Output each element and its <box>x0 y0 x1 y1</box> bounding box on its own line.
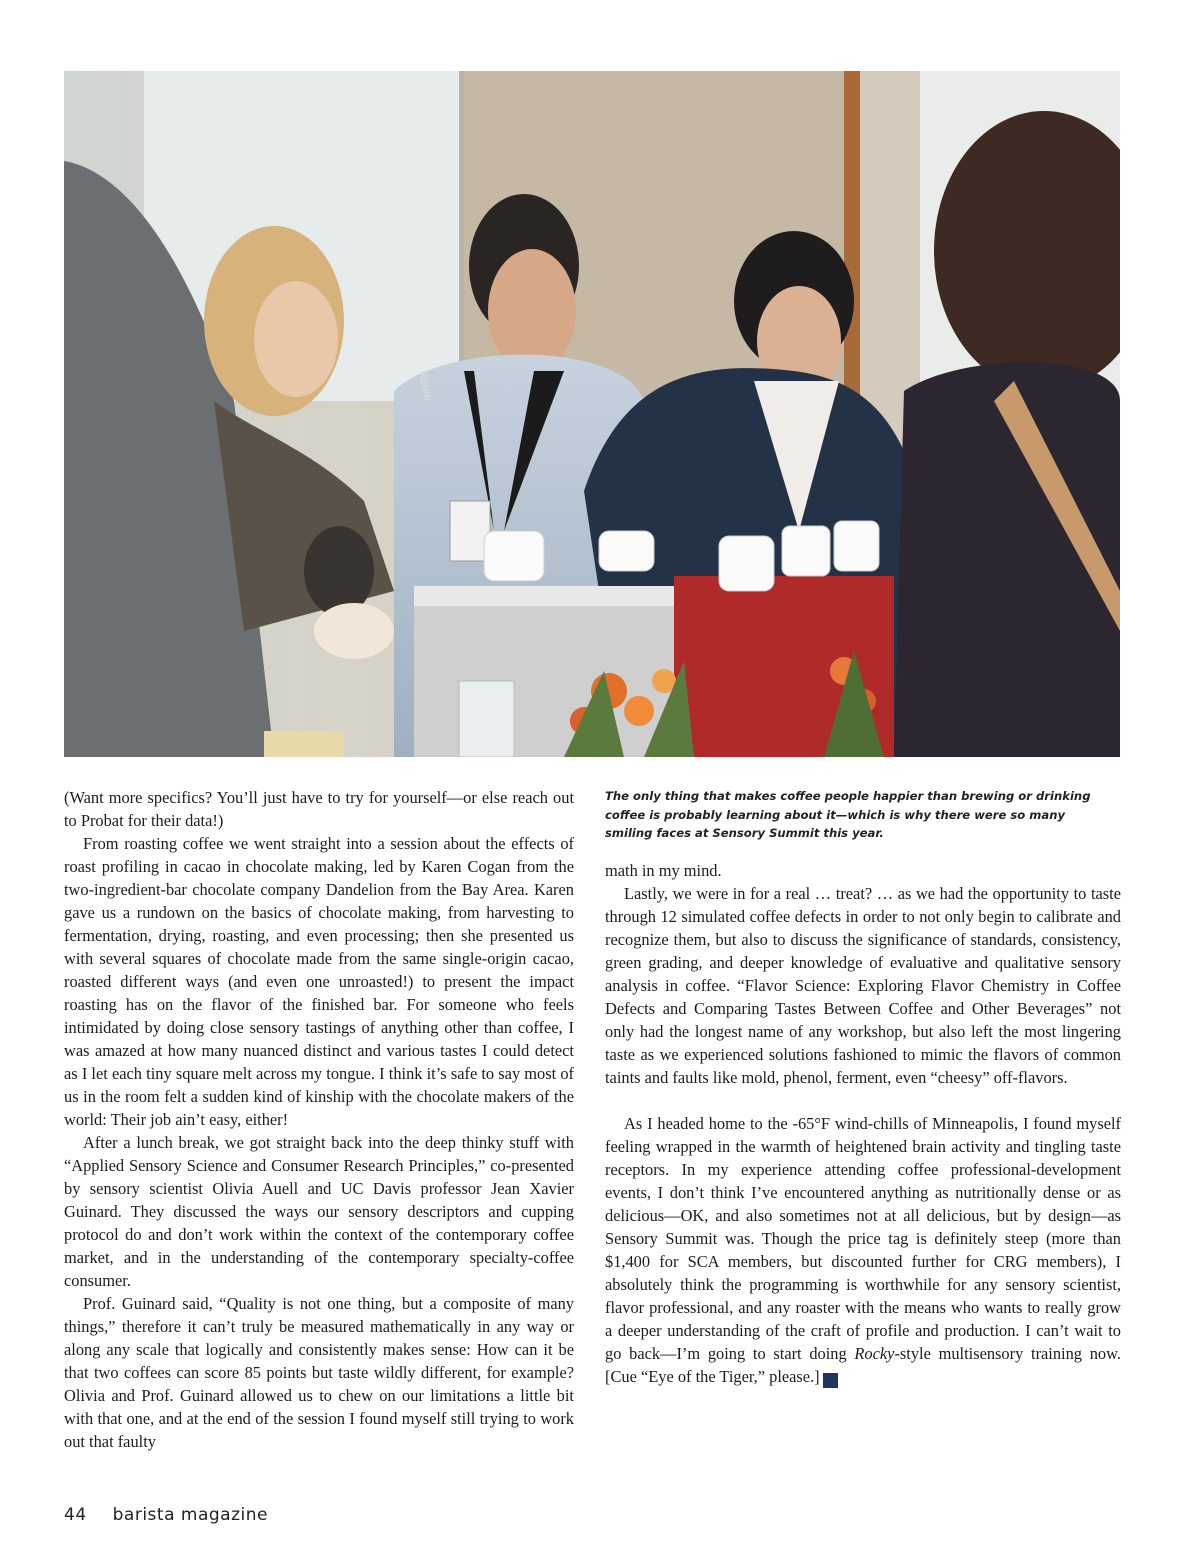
paragraph: Lastly, we were in for a real … treat? … as we had the opportunity to taste through 12 simulated coffee defects in order to not only begin to calibrate and recognize them, but also to discuss the significance of standards, consistency, green grading, and deeper knowledge of evaluative and qualitative sensory analysis in coffee. “Flavor Science: Exploring Flavor Chemistry in Coffee Defects and Comparing Tastes Between Coffee and Other Beverages” not only had the longest name of any workshop, but also left the most lingering taste as we experienced solutions fashioned to mimic the flavors of common taints and faults like mold, phenol, ferment, even “cheesy” off-flavors. <box>605 884 1121 1087</box>
article-right-column <box>605 859 1121 1388</box>
paragraph: math in my mind. <box>605 861 722 880</box>
closing-paragraph <box>605 1112 1121 1388</box>
page-footer <box>64 1505 268 1525</box>
paragraph: Prof. Guinard said, “Quality is not one thing, but a composite of many things,” therefore it can’t truly be measured mathematically in any way or along any scale that logically and consistently makes sense: How can it be that two coffees can score 85 points but taste wildly different, for example? Olivia and Prof. Guinard allowed us to chew on our limitations a little bit with that one, and at the end of the session I found myself still trying to work out that faulty <box>64 1294 574 1451</box>
paragraph: From roasting coffee we went straight into a session about the effects of roast profiling in cacao in chocolate making, led by Karen Cogan from the two-ingredient-bar chocolate company Dandelion from the Bay Area. Karen gave us a rundown on the basics of chocolate making, from harvesting to fermentation, drying, roasting, and even processing; then she presented us with several squares of chocolate made from the same single-origin cacao, roasted different ways (and even one unroasted!) to present the impact roasting has on the flavor of the finished bar. For someone who feels intimidated by doing close sensory tastings of anything other than coffee, I was amazed at how many nuanced distinct and various tastes I could detect as I let each tiny square melt across my tongue. I think it’s safe to say most of us in the room felt a sudden kind of kinship with the chocolate makers of the world: Their job ain’t easy, either! <box>64 834 574 1129</box>
paragraph: After a lunch break, we got straight back into the deep thinky stuff with “Applied Sensory Science and Consumer Research Principles,” co-presented by sensory scientist Olivia Auell and UC Davis professor Jean Xavier Guinard. They discussed the ways our sensory descriptors and cupping protocol do and don’t work within the context of the contemporary coffee market, and in the understanding of the contemporary specialty-coffee consumer. <box>64 1133 574 1290</box>
paragraph-text: -style multisensory training now. [Cue “Eye of the Tiger,” please.] <box>605 1344 1121 1386</box>
article-left-column <box>64 786 574 1453</box>
publication-name: barista magazine <box>112 1505 268 1525</box>
lanyard-text: MONIN <box>416 369 432 403</box>
end-mark-icon: b <box>823 1373 838 1388</box>
article-photo <box>64 71 1120 757</box>
italic-title: Rocky <box>854 1344 895 1363</box>
page-number: 44 <box>64 1505 87 1525</box>
paragraph-text: As I headed home to the -65°F wind-chills of Minneapolis, I found myself feeling wrapped in the warmth of heightened brain activity and tingling taste receptors. In my experience attending coffee professional-development events, I don’t think I’ve encountered anything as nutritionally dense or as delicious—OK, and also sometimes not at all delicious, but by design—as Sensory Summit was. Though the price tag is definitely steep (more than $1,400 for SCA members, but discounted further for CRG members), I absolutely think the programming is worthwhile for any sensory scientist, flavor professional, and any roaster with the means who wants to really grow a deeper understanding of the craft of profile and production. I can’t wait to go back—I’m going to start doing <box>605 1114 1121 1363</box>
paragraph: (Want more specifics? You’ll just have to try for yourself—or else reach out to Probat for their data!) <box>64 788 574 830</box>
photo-image <box>64 71 1120 757</box>
photo-caption: The only thing that makes coffee people happier than brewing or drinking coffee is probably learning about it—which is why there were so many smiling faces at Sensory Summit this year. <box>605 789 1091 840</box>
